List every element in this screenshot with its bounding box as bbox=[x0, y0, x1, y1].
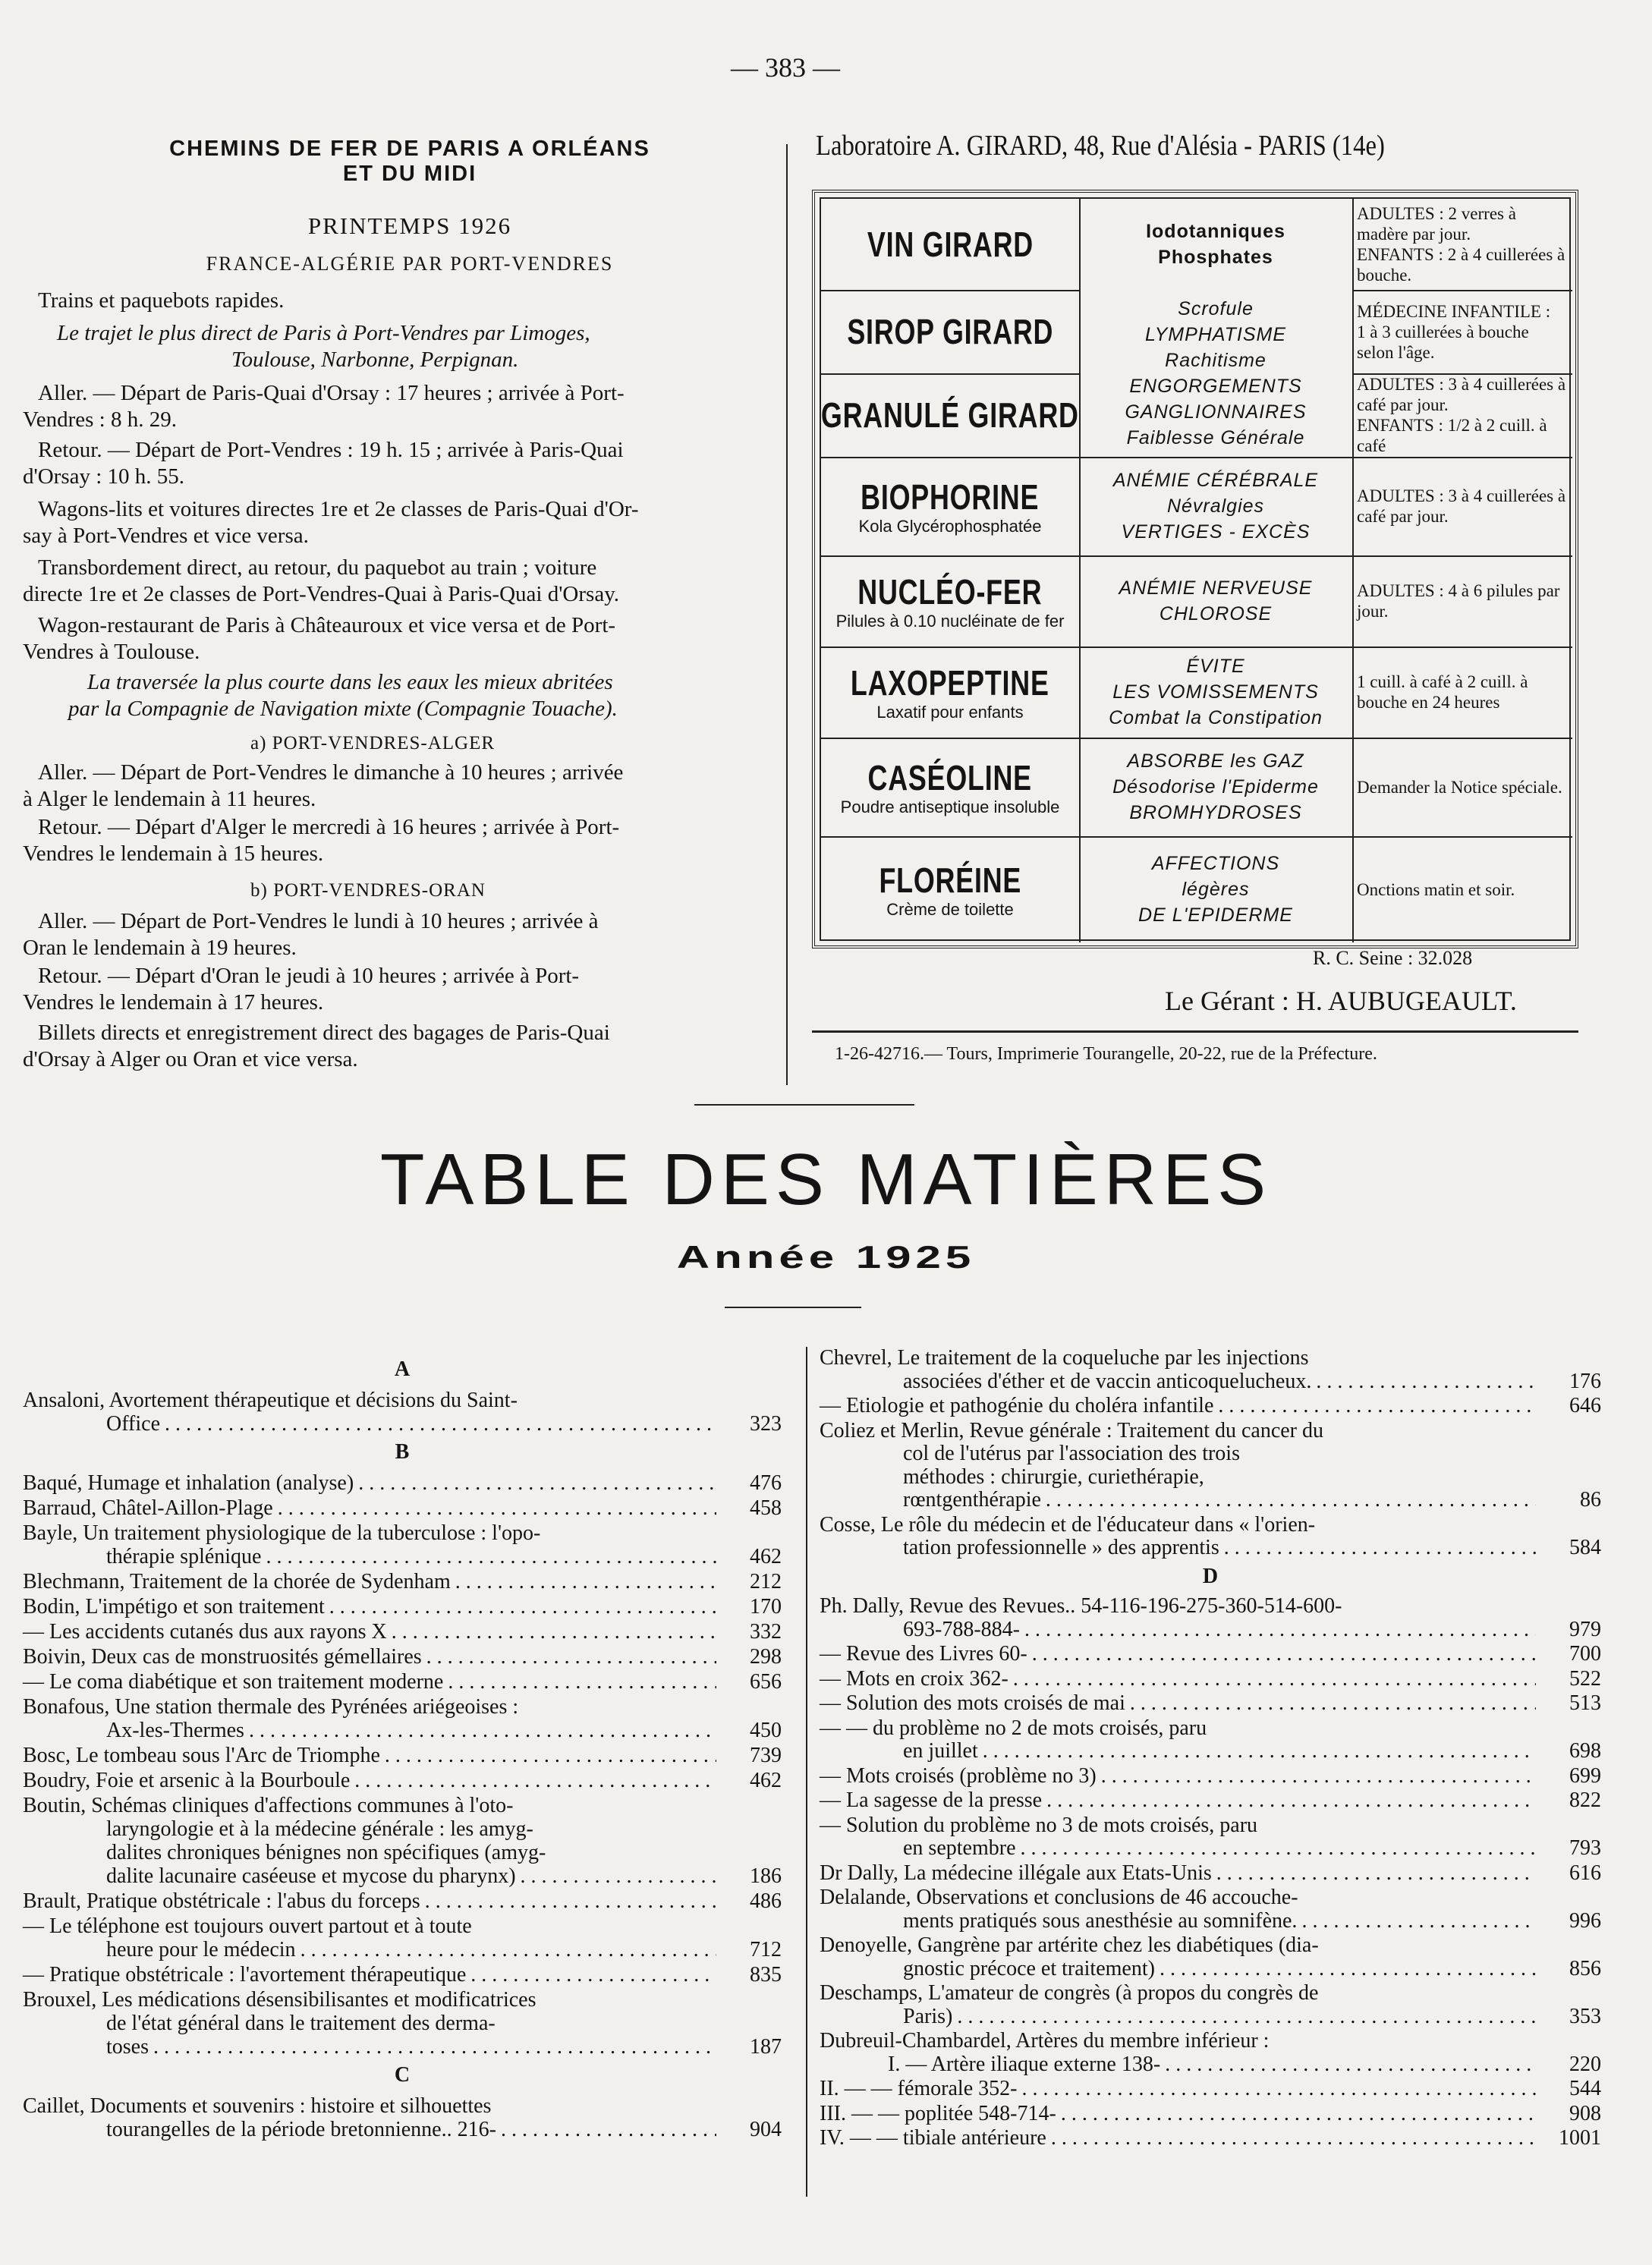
index-entry-text: heure pour le médecin bbox=[106, 1938, 296, 1961]
leader-dots bbox=[165, 1412, 716, 1436]
ad-indication: ABSORBE les GAZ Désodorise l'Epiderme BROMHYDROSES bbox=[1112, 750, 1319, 823]
index-entry-text: thérapie splénique bbox=[106, 1545, 262, 1568]
index-entry-text: col de l'utérus par l'association des trois bbox=[903, 1442, 1240, 1465]
leader-dots bbox=[425, 1889, 716, 1913]
index-page-number: 170 bbox=[750, 1595, 782, 1619]
ad-indication: Scrofule LYMPHATISME Rachitisme ENGORGEMENTS GANGLIONNAIRES Faiblesse Générale bbox=[1125, 298, 1307, 448]
leader-dots bbox=[1032, 1643, 1536, 1666]
index-page-number: 584 bbox=[1569, 1536, 1601, 1559]
index-entry-text: — Revue des Livres 60- bbox=[820, 1642, 1027, 1666]
index-entry-text: tourangelles de la période bretonnienne.. 216- bbox=[106, 2118, 496, 2141]
index-entry-line bbox=[820, 1717, 1540, 1741]
leader-dots bbox=[983, 1740, 1536, 1763]
leader-dots bbox=[426, 1645, 716, 1669]
railway-title: CHEMINS DE FER DE PARIS A ORLÉANS bbox=[169, 137, 650, 161]
text-line: à Alger le lendemain à 11 heures. bbox=[23, 787, 316, 811]
index-page-number: 646 bbox=[1569, 1394, 1601, 1417]
index-entry-text: tation professionnelle » des apprentis bbox=[903, 1536, 1219, 1559]
index-page-number: 699 bbox=[1569, 1763, 1601, 1788]
index-entry-line bbox=[820, 1692, 1540, 1716]
index-entry-text: — Mots en croix 362- bbox=[820, 1666, 1009, 1691]
product-description: Poudre antiseptique insoluble bbox=[840, 797, 1060, 816]
index-entry-text: — Solution des mots croisés de mai bbox=[820, 1691, 1125, 1715]
text-line: Vendres le lendemain à 17 heures. bbox=[23, 990, 324, 1015]
index-entry-text: Brault, Pratique obstétricale : l'abus du forceps bbox=[23, 1889, 420, 1913]
index-entry-line bbox=[106, 2012, 721, 2035]
index-entry-line bbox=[820, 1886, 1540, 1910]
ad-indication: Iodotanniques Phosphates bbox=[1146, 221, 1285, 268]
text-line: Vendres le lendemain à 15 heures. bbox=[23, 842, 324, 866]
index-entry-text: Boutin, Schémas cliniques d'affections communes à l'oto- bbox=[23, 1794, 514, 1817]
product-description: Crème de toilette bbox=[886, 900, 1014, 919]
index-entry-text: — — du problème no 2 de mots croisés, paru bbox=[820, 1716, 1207, 1740]
index-page-number: 187 bbox=[750, 2035, 782, 2059]
index-entry-text: — Le coma diabétique et son traitement moderne bbox=[23, 1670, 444, 1694]
index-entry-line bbox=[106, 1841, 721, 1864]
leader-dots bbox=[1130, 1692, 1536, 1716]
index-entry-line bbox=[903, 1619, 1540, 1642]
index-entry-text: Deschamps, L'amateur de congrès (à propos du congrès de bbox=[820, 1981, 1319, 2005]
index-entry-text: — Pratique obstétricale : l'avortement thérapeutique bbox=[23, 1963, 467, 1987]
leader-dots bbox=[1301, 1910, 1536, 1933]
index-entry-text: Dubreuil-Chambardel, Artères du membre inférieur : bbox=[820, 2029, 1270, 2053]
index-page-number: 462 bbox=[750, 1545, 782, 1568]
index-page-number: 793 bbox=[1569, 1836, 1601, 1860]
leader-dots bbox=[301, 1938, 716, 1961]
index-entry-text: méthodes : chirurgie, curiethérapie, bbox=[903, 1464, 1204, 1489]
index-entry-text: Bayle, Un traitement physiologique de la tuberculose : l'opo- bbox=[23, 1521, 541, 1545]
index-entry-text: III. — — poplitée 548-714- bbox=[820, 2101, 1056, 2125]
index-entry-text: I. — Artère iliaque externe 138- bbox=[888, 2052, 1161, 2076]
index-letter: B bbox=[395, 1440, 410, 1464]
index-page-number: 220 bbox=[1569, 2052, 1601, 2076]
index-left-column bbox=[23, 1354, 782, 2189]
index-entry-text: — Etiologie et pathogénie du choléra infantile bbox=[820, 1394, 1214, 1417]
index-entry-line bbox=[820, 1765, 1540, 1788]
index-entry-line bbox=[903, 1910, 1540, 1933]
index-entry-line bbox=[23, 1695, 721, 1719]
index-entry-line bbox=[23, 1794, 721, 1817]
index-page-number: 186 bbox=[750, 1864, 782, 1888]
index-letter: C bbox=[394, 2063, 411, 2087]
ad-dosage: ADULTES : 3 à 4 cuillerées à café par jour. bbox=[1357, 486, 1566, 526]
index-entry-text: toses bbox=[106, 2035, 149, 2059]
index-page-number: 996 bbox=[1569, 1908, 1601, 1933]
index-page-number: 522 bbox=[1569, 1666, 1601, 1691]
index-entry-line bbox=[23, 1496, 721, 1520]
index-entry-text: II. — — fémorale 352- bbox=[820, 2077, 1018, 2100]
index-entry-line bbox=[820, 1514, 1540, 1537]
text-line: La traversée la plus courte dans les eaux les mieux abritées bbox=[87, 670, 613, 694]
index-page-number: 835 bbox=[750, 1963, 782, 1987]
text-line: par la Compagnie de Navigation mixte (Compagnie Touache). bbox=[68, 697, 618, 721]
index-right-column bbox=[820, 1347, 1601, 2197]
ad-dosage: ADULTES : 3 à 4 cuillerées à café par jour. ENFANTS : 1/2 à 2 cuill. à café bbox=[1357, 375, 1566, 455]
index-entry-text: — Solution du problème no 3 de mots croisés, paru bbox=[820, 1813, 1258, 1837]
index-entry-text: Boudry, Foie et arsenic à la Bourboule bbox=[23, 1769, 351, 1792]
index-entry-text: Ax-les-Thermes bbox=[106, 1719, 244, 1742]
leader-dots bbox=[1021, 2078, 1536, 2101]
product-name: LAXOPEPTINE bbox=[851, 663, 1049, 703]
ad-indication: ANÉMIE CÉRÉBRALE Névralgies VERTIGES - EXCÈS bbox=[1112, 470, 1319, 543]
index-entry-line bbox=[903, 1958, 1540, 1981]
ad-product bbox=[821, 199, 1079, 290]
index-entry-line bbox=[23, 1645, 721, 1669]
index-entry-line bbox=[820, 1420, 1540, 1443]
index-page-number: 822 bbox=[1569, 1788, 1601, 1812]
index-entry-text: rœntgenthérapie bbox=[903, 1488, 1041, 1512]
ad-product bbox=[821, 646, 1079, 738]
index-entry-line bbox=[23, 1570, 721, 1593]
index-page-number: 1001 bbox=[1559, 2126, 1601, 2150]
index-entry-text: — Les accidents cutanés dus aux rayons X bbox=[23, 1620, 387, 1644]
index-entry-text: — La sagesse de la presse bbox=[820, 1788, 1043, 1812]
index-page-number: 979 bbox=[1569, 1617, 1601, 1641]
leader-dots bbox=[957, 2005, 1536, 2029]
leader-dots bbox=[1061, 2103, 1536, 2126]
index-page-number: 739 bbox=[750, 1744, 782, 1767]
index-entry-line bbox=[106, 1719, 721, 1742]
ad-product bbox=[821, 290, 1079, 373]
product-description: Laxatif pour enfants bbox=[876, 703, 1024, 722]
leader-dots bbox=[521, 1864, 716, 1888]
index-entry-text: IV. — — tibiale antérieure bbox=[820, 2126, 1046, 2150]
index-entry-line bbox=[106, 1938, 721, 1961]
index-entry-line bbox=[106, 1864, 721, 1888]
index-entry-line bbox=[820, 2030, 1540, 2053]
index-entry-line bbox=[903, 1466, 1540, 1490]
text-line: Le trajet le plus direct de Paris à Port-Vendres par Limoges, bbox=[57, 321, 590, 345]
ad-dosage: Demander la Notice spéciale. bbox=[1357, 777, 1562, 797]
leader-dots bbox=[278, 1496, 716, 1520]
index-page-number: 904 bbox=[750, 2118, 782, 2141]
index-entry-text: Bonafous, Une station thermale des Pyrénées ariégeoises : bbox=[23, 1695, 519, 1719]
index-page-number: 486 bbox=[750, 1889, 782, 1913]
index-entry-line bbox=[23, 1914, 721, 1938]
index-entry-text: Bosc, Le tombeau sous l'Arc de Triomphe bbox=[23, 1744, 380, 1767]
index-entry-text: gnostic précoce et traitement) bbox=[903, 1956, 1155, 1980]
index-entry-line bbox=[820, 2103, 1540, 2126]
index-letter: A bbox=[394, 1357, 411, 1381]
index-entry-line bbox=[106, 1412, 721, 1436]
ad-header: Laboratoire A. GIRARD, 48, Rue d'Alésia - PARIS (14e) bbox=[816, 130, 1385, 162]
index-entry-line bbox=[23, 2094, 721, 2118]
product-name: SIROP GIRARD bbox=[847, 312, 1053, 351]
leader-dots bbox=[385, 1744, 716, 1767]
leader-dots bbox=[455, 1570, 716, 1593]
text-line: Retour. — Départ d'Oran le jeudi à 10 heures ; arrivée à Port- bbox=[38, 964, 580, 988]
index-entry-text: Blechmann, Traitement de la chorée de Sydenham bbox=[23, 1570, 451, 1593]
index-entry-text: — Le téléphone est toujours ouvert partout et à toute bbox=[23, 1914, 472, 1938]
index-page-number: 513 bbox=[1569, 1691, 1601, 1715]
rule bbox=[812, 1030, 1578, 1033]
index-entry-text: dalite lacunaire caséeuse et mycose du pharynx) bbox=[106, 1864, 516, 1888]
ad-indication: ÉVITE LES VOMISSEMENTS Combat la Constipation bbox=[1109, 656, 1323, 728]
product-name: GRANULÉ GIRARD bbox=[821, 395, 1079, 435]
index-page-number: 353 bbox=[1569, 2004, 1601, 2028]
season: PRINTEMPS 1926 bbox=[307, 212, 512, 239]
index-entry-line bbox=[903, 1442, 1540, 1466]
product-name: CASÉOLINE bbox=[867, 758, 1033, 797]
index-entry-line bbox=[23, 1471, 721, 1495]
ad-indication: ANÉMIE NERVEUSE CHLOROSE bbox=[1119, 577, 1313, 624]
leader-dots bbox=[1224, 1537, 1536, 1560]
imprimerie: 1-26-42716.— Tours, Imprimerie Tourangelle, 20-22, rue de la Préfecture. bbox=[835, 1044, 1377, 1064]
text-line: Aller. — Départ de Port-Vendres le dimanche à 10 heures ; arrivée bbox=[38, 760, 624, 785]
index-entry-text: — Mots croisés (problème no 3) bbox=[820, 1763, 1097, 1788]
index-page-number: 908 bbox=[1569, 2101, 1601, 2125]
toc-title: TABLE DES MATIÈRES bbox=[379, 1139, 1273, 1220]
index-entry-line bbox=[820, 2127, 1540, 2150]
index-entry-text: Delalande, Observations et conclusions de 46 accouche- bbox=[820, 1886, 1298, 1909]
column-divider bbox=[806, 1347, 807, 2197]
index-entry-line bbox=[903, 1837, 1540, 1861]
leader-dots bbox=[1165, 2053, 1536, 2077]
ad-product bbox=[821, 373, 1079, 457]
index-page-number: 450 bbox=[750, 1719, 782, 1742]
leader-dots bbox=[1218, 1395, 1536, 1418]
text-line: Retour. — Départ d'Alger le mercredi à 16 heures ; arrivée à Port- bbox=[38, 815, 620, 839]
index-entry-line bbox=[903, 1489, 1540, 1512]
index-entry-line bbox=[106, 1545, 721, 1568]
index-entry-text: Cosse, Le rôle du médecin et de l'éducateur dans « l'orien- bbox=[820, 1512, 1316, 1537]
index-page-number: 212 bbox=[750, 1570, 782, 1593]
text-line: Oran le lendemain à 19 heures. bbox=[23, 936, 297, 960]
ad-table bbox=[812, 190, 1578, 948]
index-entry-line bbox=[820, 1395, 1540, 1418]
index-entry-line bbox=[820, 1862, 1540, 1886]
index-entry-line bbox=[23, 1963, 721, 1987]
index-entry-text: Ph. Dally, Revue des Revues.. 54-116-196-275-360-514-600- bbox=[820, 1594, 1342, 1618]
index-entry-line bbox=[23, 1389, 721, 1412]
index-page-number: 176 bbox=[1569, 1369, 1601, 1393]
index-entry-line bbox=[903, 1740, 1540, 1763]
index-entry-line bbox=[106, 2035, 721, 2059]
text-line: Vendres à Toulouse. bbox=[23, 640, 200, 664]
index-page-number: 712 bbox=[750, 1938, 782, 1961]
section-heading: a) PORT-VENDRES-ALGER bbox=[250, 733, 496, 753]
index-entry-text: en septembre bbox=[903, 1836, 1016, 1860]
index-entry-line bbox=[903, 1537, 1540, 1560]
girard-ad bbox=[812, 129, 1586, 1070]
leader-dots bbox=[1046, 1789, 1536, 1813]
index-entry-line bbox=[820, 1595, 1540, 1619]
ad-indication: AFFECTIONS légères DE L'EPIDERME bbox=[1138, 853, 1293, 926]
index-entry-text: Chevrel, Le traitement de la coqueluche par les injections bbox=[820, 1346, 1309, 1370]
index-entry-line bbox=[820, 1347, 1540, 1370]
index-page-number: 476 bbox=[750, 1471, 782, 1495]
index-entry-text: associées d'éther et de vaccin anticoquelucheux. bbox=[903, 1369, 1312, 1393]
leader-dots bbox=[266, 1545, 716, 1568]
index-entry-line bbox=[23, 1521, 721, 1545]
section-heading: b) PORT-VENDRES-ORAN bbox=[250, 880, 486, 901]
index-entry-text: Office bbox=[106, 1412, 160, 1436]
product-name: NUCLÉO-FER bbox=[857, 572, 1043, 612]
leader-dots bbox=[1046, 1489, 1536, 1512]
index-page-number: 86 bbox=[1580, 1488, 1601, 1512]
index-letter: D bbox=[1202, 1564, 1219, 1588]
text-line: say à Port-Vendres et vice versa. bbox=[23, 524, 309, 548]
product-description: Pilules à 0.10 nucléinate de fer bbox=[835, 612, 1065, 631]
leader-dots bbox=[448, 1670, 716, 1694]
index-entry-line bbox=[903, 2005, 1540, 2029]
index-page-number: 656 bbox=[750, 1670, 782, 1694]
text-line: Aller. — Départ de Paris-Quai d'Orsay : 17 heures ; arrivée à Port- bbox=[38, 381, 625, 405]
text-line: d'Orsay : 10 h. 55. bbox=[23, 464, 185, 489]
leader-dots bbox=[501, 2118, 716, 2141]
index-entry-line bbox=[820, 1934, 1540, 1958]
ad-dosage: ADULTES : 2 verres à madère par jour. ENFANTS : 2 à 4 cuillerées à bouche. bbox=[1357, 204, 1565, 285]
index-page-number: 856 bbox=[1569, 1956, 1601, 1980]
index-entry-text: ments pratiqués sous anesthésie au somnifène. bbox=[903, 1908, 1298, 1933]
index-entry-line bbox=[23, 1595, 721, 1619]
ad-dosage: MÉDECINE INFANTILE : 1 à 3 cuillerées à bouche selon l'âge. bbox=[1357, 301, 1551, 362]
index-entry-line bbox=[23, 1670, 721, 1694]
leader-dots bbox=[1316, 1370, 1536, 1394]
text-line: Wagons-lits et voitures directes 1re et 2e classes de Paris-Quai d'Or- bbox=[38, 497, 639, 521]
leader-dots bbox=[1051, 2127, 1536, 2150]
product-name: VIN GIRARD bbox=[867, 225, 1034, 264]
index-page-number: 700 bbox=[1569, 1642, 1601, 1666]
leader-dots bbox=[392, 1620, 716, 1644]
index-entry-line bbox=[820, 1789, 1540, 1813]
index-page-number: 323 bbox=[750, 1412, 782, 1436]
leader-dots bbox=[1101, 1765, 1536, 1788]
section-rule bbox=[725, 1307, 861, 1308]
leader-dots bbox=[354, 1769, 716, 1792]
index-page-number: 616 bbox=[1569, 1861, 1601, 1885]
leader-dots bbox=[249, 1719, 716, 1742]
rc-number: R. C. Seine : 32.028 bbox=[1313, 947, 1473, 969]
index-entry-text: Dr Dally, La médecine illégale aux Etats-Unis bbox=[820, 1861, 1212, 1885]
index-entry-line bbox=[820, 1643, 1540, 1666]
ad-dosage: ADULTES : 4 à 6 pilules par jour. bbox=[1357, 581, 1560, 621]
index-entry-text: 693-788-884- bbox=[903, 1617, 1020, 1641]
index-page-number: 298 bbox=[750, 1645, 782, 1669]
index-entry-text: Brouxel, Les médications désensibilisantes et modificatrices bbox=[23, 1988, 537, 2012]
text-line: Vendres : 8 h. 29. bbox=[23, 407, 177, 432]
leader-dots bbox=[470, 1963, 716, 1987]
index-entry-line bbox=[820, 1814, 1540, 1838]
index-entry-line bbox=[888, 2053, 1540, 2077]
index-entry-text: Boivin, Deux cas de monstruosités gémellaires bbox=[23, 1645, 422, 1669]
index-page-number: 458 bbox=[750, 1496, 782, 1520]
index-entry-text: Coliez et Merlin, Revue générale : Traitement du cancer du bbox=[820, 1418, 1324, 1442]
index-entry-text: Paris) bbox=[903, 2004, 953, 2028]
index-page-number: 332 bbox=[750, 1620, 782, 1644]
product-name: BIOPHORINE bbox=[861, 477, 1040, 517]
index-entry-text: Caillet, Documents et souvenirs : histoire et silhouettes bbox=[23, 2094, 492, 2118]
ad-product bbox=[821, 457, 1079, 555]
index-entry-text: dalites chroniques bénignes non spécifiques (amyg- bbox=[106, 1841, 546, 1864]
index-entry-line bbox=[106, 2118, 721, 2141]
ad-product bbox=[821, 555, 1079, 646]
index-entry-text: Denoyelle, Gangrène par artérite chez les diabétiques (dia- bbox=[820, 1933, 1319, 1957]
index-entry-line bbox=[106, 1817, 721, 1841]
index-entry-line bbox=[903, 1370, 1540, 1394]
leader-dots bbox=[1216, 1862, 1536, 1886]
text-line: Billets directs et enregistrement direct des bagages de Paris-Quai bbox=[38, 1021, 610, 1045]
leader-dots bbox=[1013, 1668, 1536, 1691]
ad-dosage: 1 cuill. à café à 2 cuill. à bouche en 24 heures bbox=[1357, 672, 1528, 712]
index-entry-text: de l'état général dans le traitement des derma- bbox=[106, 2012, 496, 2035]
product-description: Kola Glycérophosphatée bbox=[858, 517, 1042, 536]
railway-subtitle: ET DU MIDI bbox=[342, 162, 477, 186]
index-entry-line bbox=[23, 1889, 721, 1913]
text-line: Aller. — Départ de Port-Vendres le lundi à 10 heures ; arrivée à bbox=[38, 909, 599, 933]
leader-dots bbox=[1021, 1837, 1537, 1861]
page-number: — 383 — bbox=[731, 52, 840, 83]
text-line: directe 1re et 2e classes de Port-Vendres-Quai à Paris-Quai d'Orsay. bbox=[23, 582, 620, 606]
text-line: Transbordement direct, au retour, du paquebot au train ; voiture bbox=[38, 555, 597, 580]
ad-dosage: Onctions matin et soir. bbox=[1357, 879, 1515, 899]
leader-dots bbox=[1024, 1619, 1536, 1642]
index-entry-text: Baqué, Humage et inhalation (analyse) bbox=[23, 1471, 354, 1495]
leader-dots bbox=[358, 1471, 716, 1495]
ad-column-line bbox=[1352, 199, 1354, 942]
gerant: Le Gérant : H. AUBUGEAULT. bbox=[1165, 986, 1517, 1016]
ad-product bbox=[821, 836, 1079, 942]
leader-dots bbox=[153, 2035, 716, 2059]
leader-dots bbox=[1160, 1958, 1536, 1981]
index-entry-text: Barraud, Châtel-Aillon-Plage bbox=[23, 1496, 273, 1520]
index-entry-text: Bodin, L'impétigo et son traitement bbox=[23, 1595, 325, 1619]
index-entry-line bbox=[23, 1988, 721, 2012]
index-entry-line bbox=[820, 1982, 1540, 2005]
index-entry-line bbox=[23, 1769, 721, 1792]
index-entry-line bbox=[820, 2078, 1540, 2101]
product-name: FLORÉINE bbox=[879, 860, 1021, 900]
index-entry-line bbox=[23, 1620, 721, 1644]
text-line: Retour. — Départ de Port-Vendres : 19 h. 15 ; arrivée à Paris-Quai bbox=[38, 438, 624, 462]
text-line: Wagon-restaurant de Paris à Châteauroux et vice versa et de Port- bbox=[38, 613, 616, 637]
route: FRANCE-ALGÉRIE PAR PORT-VENDRES bbox=[206, 253, 614, 275]
column-divider bbox=[786, 144, 788, 1085]
toc-year: Année 1925 bbox=[676, 1239, 976, 1275]
text-line: Trains et paquebots rapides. bbox=[38, 288, 285, 313]
index-entry-text: Ansaloni, Avortement thérapeutique et décisions du Saint- bbox=[23, 1389, 518, 1412]
ad-product bbox=[821, 738, 1079, 836]
leader-dots bbox=[329, 1595, 716, 1619]
ad-table-inner bbox=[820, 197, 1571, 941]
index-entry-text: laryngologie et à la médecine générale : les amyg- bbox=[106, 1817, 533, 1841]
index-entry-line bbox=[820, 1668, 1540, 1691]
index-entry-text: en juillet bbox=[903, 1739, 978, 1763]
text-line: d'Orsay à Alger ou Oran et vice versa. bbox=[23, 1047, 358, 1071]
index-entry-line bbox=[23, 1744, 721, 1767]
index-page-number: 698 bbox=[1569, 1739, 1601, 1763]
index-page-number: 462 bbox=[750, 1769, 782, 1792]
section-rule bbox=[694, 1104, 914, 1106]
index-page-number: 544 bbox=[1569, 2077, 1601, 2100]
text-line: Toulouse, Narbonne, Perpignan. bbox=[231, 348, 519, 372]
